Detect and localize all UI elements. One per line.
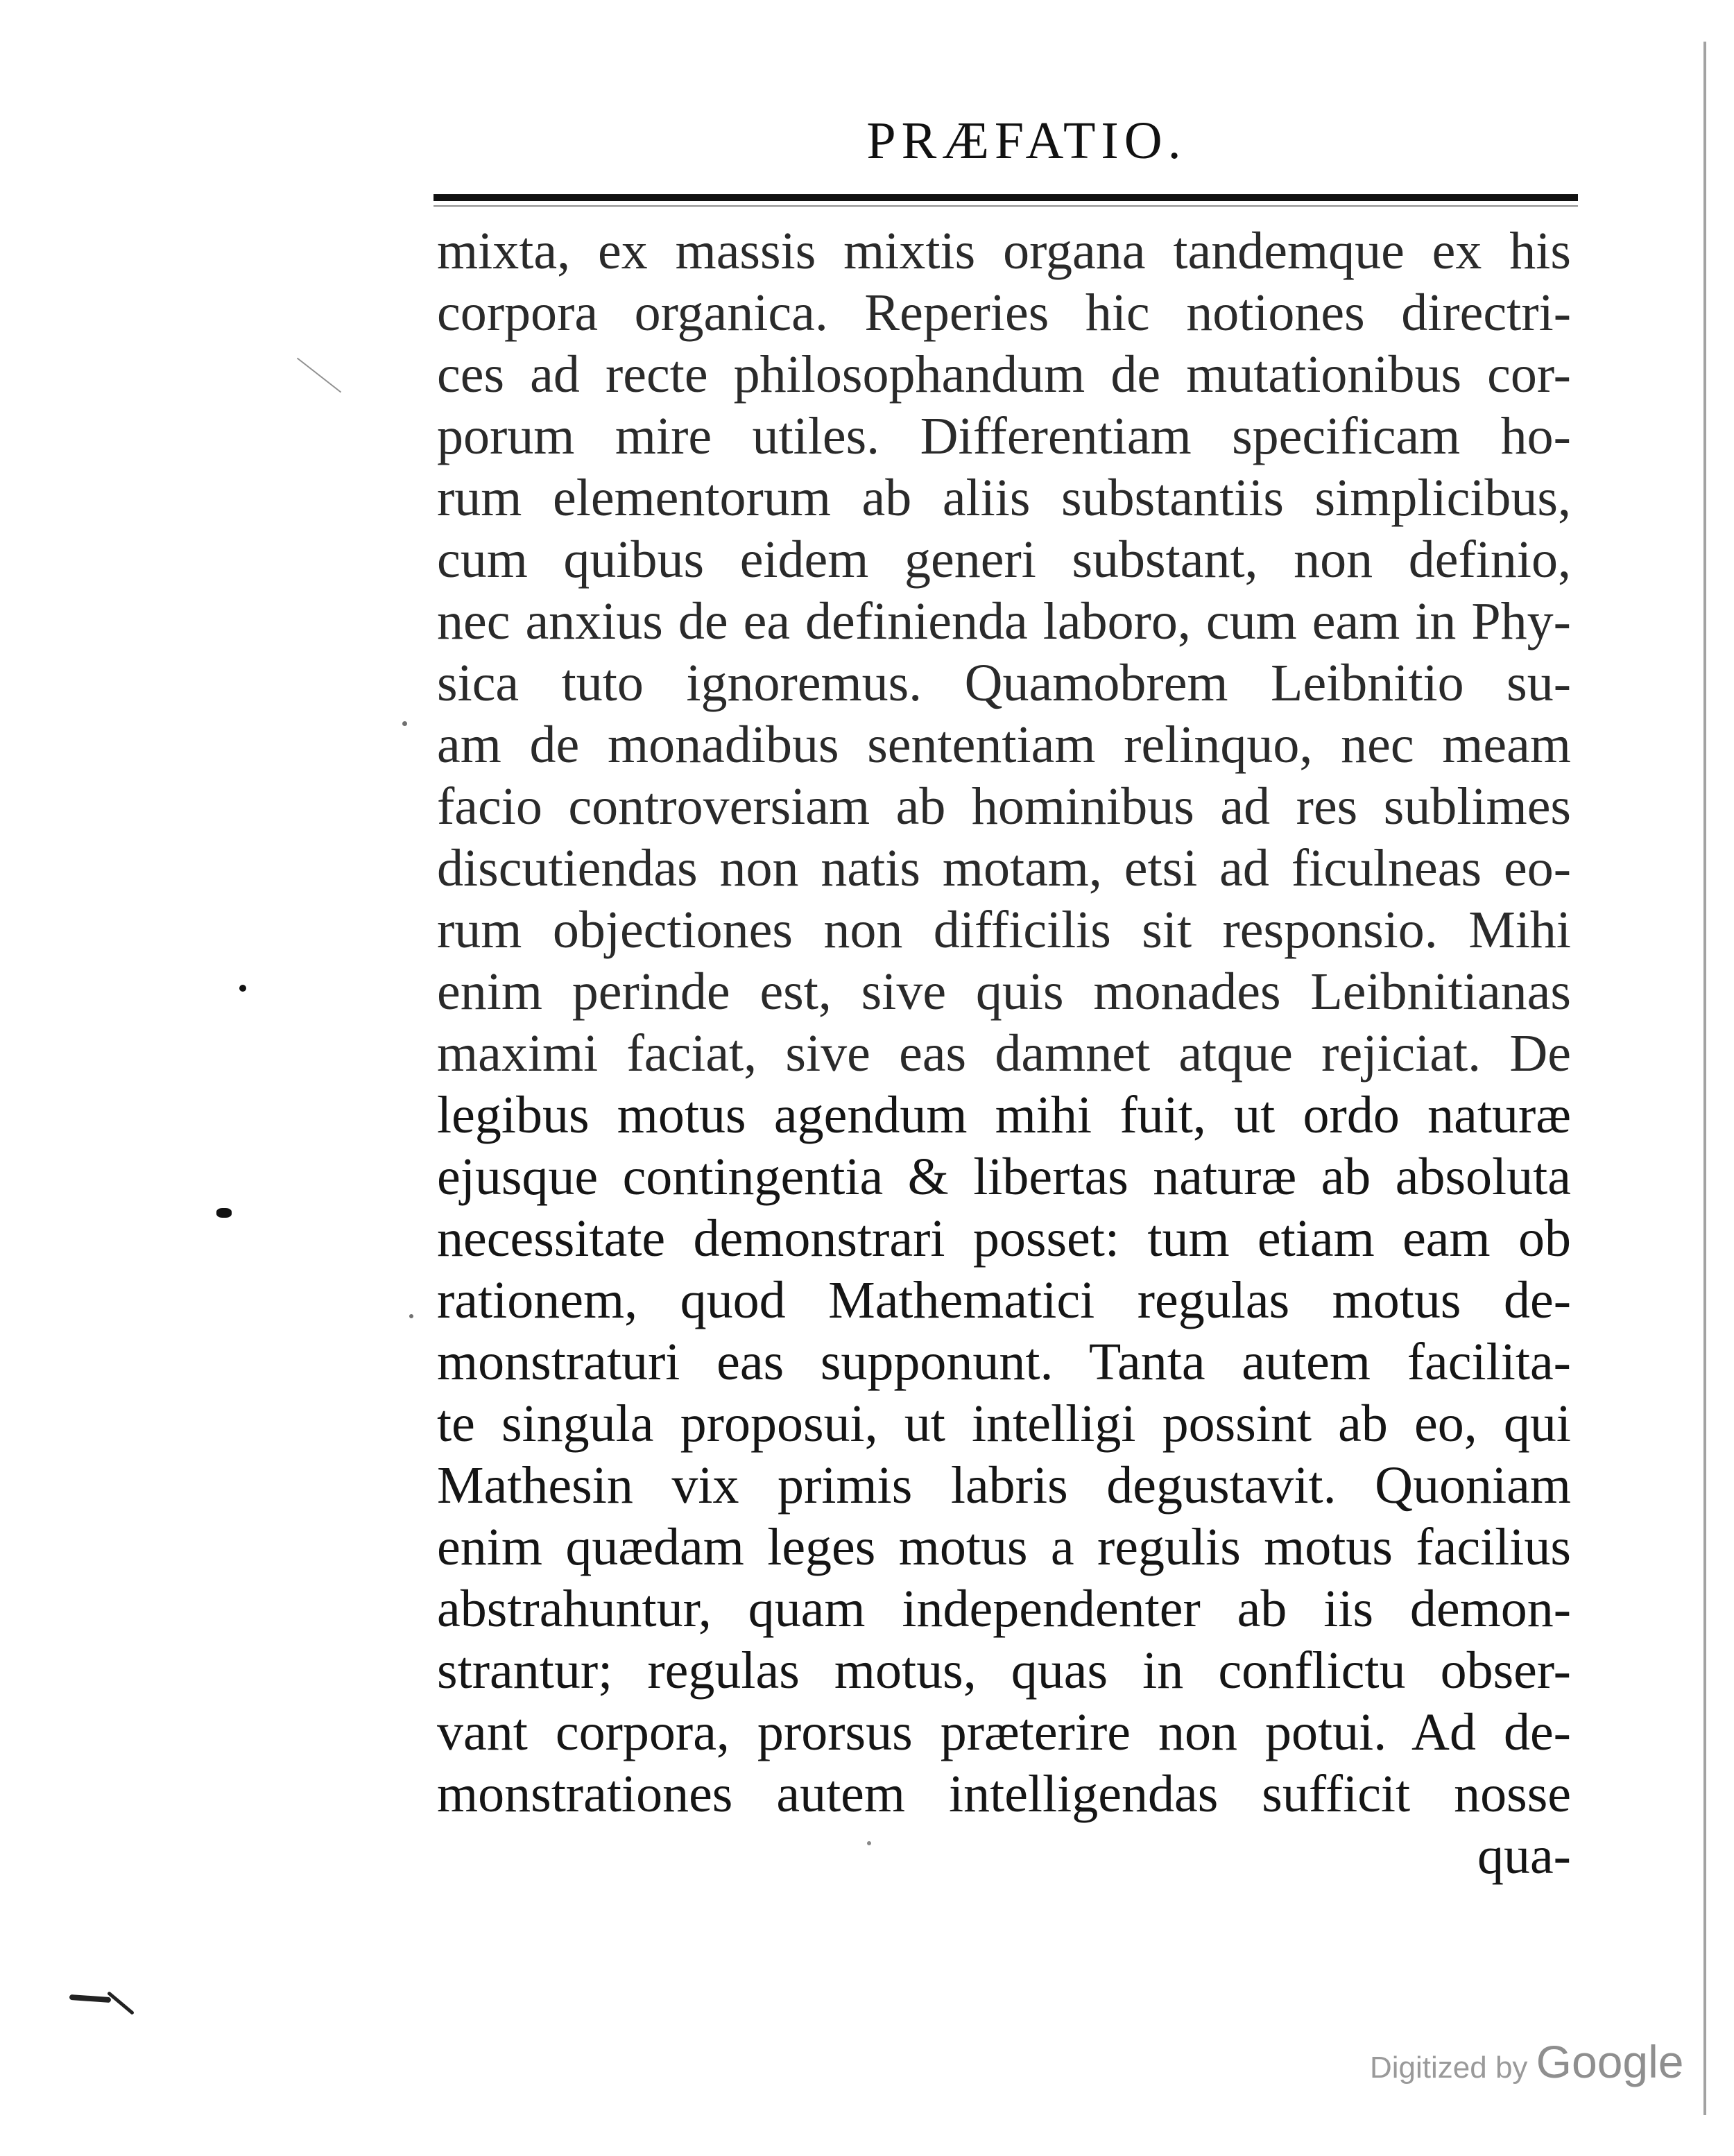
digitized-watermark <box>1370 2035 1682 2088</box>
text-line: monstrationes autem intelligendas sufficit nosse <box>437 1765 1571 1823</box>
text-line: discutiendas non natis motam, etsi ad ficulneas eo- <box>437 839 1571 897</box>
text-line: porum mire utiles. Differentiam specificam ho- <box>437 407 1571 465</box>
text-line: vant corpora, prorsus præterire non potui. Ad de- <box>437 1703 1571 1761</box>
text-line: rum objectiones non difficilis sit responsio. Mihi <box>437 901 1571 959</box>
catchword: qua- <box>1477 1827 1571 1885</box>
text-line: cum quibus eidem generi substant, non definio, <box>437 531 1571 589</box>
speck <box>867 1841 871 1845</box>
text-line: rum elementorum ab aliis substantiis simplicibus, <box>437 469 1571 527</box>
header-rule <box>434 194 1578 201</box>
page-edge-shadow <box>1703 42 1706 2115</box>
text-line: monstraturi eas supponunt. Tanta autem facilita- <box>437 1333 1571 1391</box>
watermark-brand: Google <box>1536 2036 1684 2087</box>
watermark-prefix: Digitized by <box>1370 2051 1528 2085</box>
text-line: legibus motus agendum mihi fuit, ut ordo naturæ <box>437 1086 1571 1144</box>
speck <box>409 1314 413 1318</box>
text-line: enim perinde est, sive quis monades Leibnitianas <box>437 963 1571 1021</box>
text-line: te singula proposui, ut intelligi possint ab eo, qui <box>437 1395 1571 1453</box>
text-line: enim quædam leges motus a regulis motus facilius <box>437 1518 1571 1576</box>
text-line: Mathesin vix primis labris degustavit. Quoniam <box>437 1456 1571 1515</box>
text-line: maximi faciat, sive eas damnet atque rejiciat. De <box>437 1024 1571 1083</box>
text-line: nec anxius de ea definienda laboro, cum eam in Phy- <box>437 592 1571 650</box>
header-rule-thin <box>434 205 1578 207</box>
text-line: am de monadibus sententiam relinquo, nec meam <box>437 716 1571 774</box>
text-line: necessitate demonstrari posset: tum etiam eam ob <box>437 1209 1571 1268</box>
running-head: PRÆFATIO. <box>866 112 1187 170</box>
text-line: strantur; regulas motus, quas in conflictu obser- <box>437 1641 1571 1700</box>
speck <box>216 1208 232 1218</box>
text-line: ejusque contingentia & libertas naturæ ab absoluta <box>437 1148 1571 1206</box>
text-line: ces ad recte philosophandum de mutationibus cor- <box>437 345 1571 404</box>
body-text <box>437 221 1571 1887</box>
text-line: corpora organica. Reperies hic notiones directri- <box>437 284 1571 342</box>
smudge-mark <box>107 1991 135 2015</box>
speck <box>239 985 246 992</box>
text-line: abstrahuntur, quam independenter ab iis demon- <box>437 1580 1571 1638</box>
text-line: facio controversiam ab hominibus ad res sublimes <box>437 777 1571 836</box>
speck <box>402 721 407 726</box>
text-line: sica tuto ignoremus. Quamobrem Leibnitio su- <box>437 654 1571 712</box>
text-line: rationem, quod Mathematici regulas motus de- <box>437 1271 1571 1329</box>
smudge-mark <box>69 1994 111 2003</box>
text-line: mixta, ex massis mixtis organa tandemque ex his <box>437 222 1571 280</box>
scratch-mark <box>297 358 341 393</box>
